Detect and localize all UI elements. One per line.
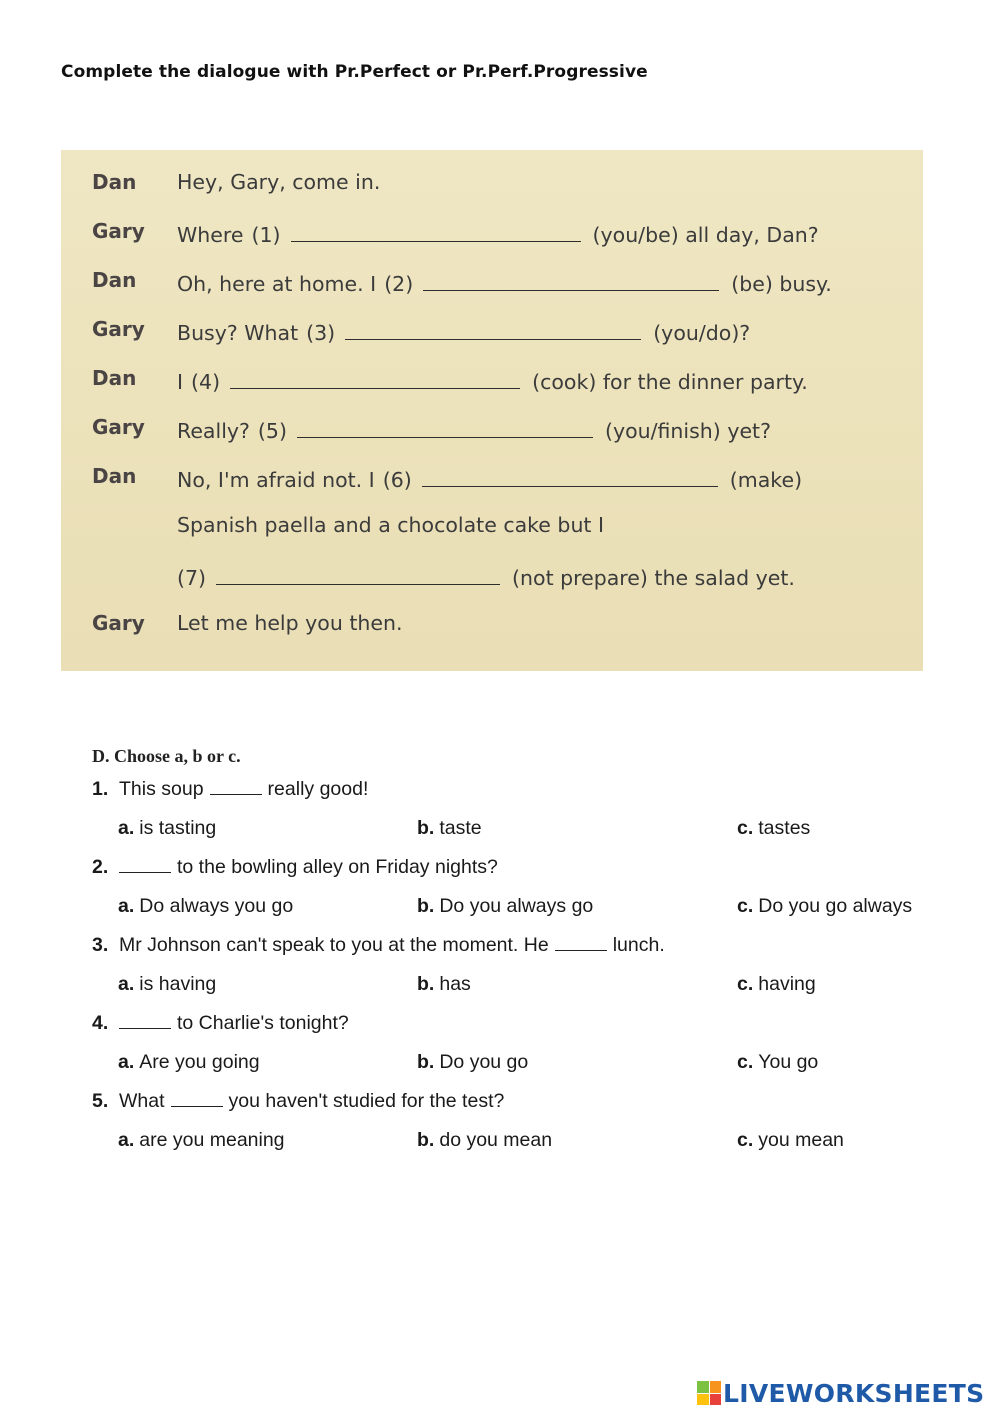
speaker-name: Gary bbox=[92, 415, 145, 439]
option-3c[interactable] bbox=[737, 973, 816, 996]
dialogue-text: I bbox=[177, 370, 184, 394]
question-blank bbox=[119, 872, 171, 873]
option-text: is tasting bbox=[139, 817, 217, 839]
gap-number: (6) bbox=[382, 468, 412, 492]
question-text: This soup bbox=[119, 778, 204, 800]
option-letter: b. bbox=[417, 817, 435, 839]
question-number: 4. bbox=[92, 1012, 109, 1034]
option-letter: a. bbox=[118, 973, 135, 995]
speaker-name: Dan bbox=[92, 464, 137, 488]
option-3a[interactable] bbox=[118, 973, 216, 996]
option-letter: c. bbox=[737, 895, 754, 917]
option-letter: a. bbox=[118, 817, 135, 839]
dialogue-text: Really? bbox=[177, 419, 250, 443]
option-text: You go bbox=[758, 1051, 819, 1073]
dialogue-text: Where bbox=[177, 223, 244, 247]
verb-hint: (make) bbox=[729, 468, 803, 492]
answer-gap-7[interactable] bbox=[216, 562, 500, 585]
option-letter: c. bbox=[737, 817, 754, 839]
worksheet-heading: Complete the dialogue with Pr.Perfect or Pr.Perf.Progressive bbox=[61, 62, 648, 82]
verb-hint: (not prepare) the salad yet. bbox=[512, 566, 795, 590]
option-text: Do you always go bbox=[439, 895, 594, 917]
gap-number: (5) bbox=[257, 419, 287, 443]
speaker-name: Gary bbox=[92, 611, 145, 635]
question-blank bbox=[119, 1028, 171, 1029]
option-text: having bbox=[758, 973, 816, 995]
question-1 bbox=[92, 778, 368, 801]
option-5a[interactable] bbox=[118, 1129, 285, 1152]
option-letter: a. bbox=[118, 895, 135, 917]
dialogue-text: Oh, here at home. I bbox=[177, 272, 377, 296]
option-letter: b. bbox=[417, 1051, 435, 1073]
option-text: is having bbox=[139, 973, 217, 995]
answer-gap-6[interactable] bbox=[422, 464, 718, 487]
option-letter: b. bbox=[417, 895, 435, 917]
verb-hint: (cook) for the dinner party. bbox=[532, 370, 808, 394]
liveworksheets-icon bbox=[697, 1381, 721, 1405]
option-1c[interactable] bbox=[737, 817, 810, 840]
verb-hint: (you/do)? bbox=[653, 321, 751, 345]
option-5c[interactable] bbox=[737, 1129, 844, 1152]
answer-gap-2[interactable] bbox=[423, 268, 719, 291]
option-text: taste bbox=[439, 817, 482, 839]
answer-gap-4[interactable] bbox=[230, 366, 520, 389]
question-2 bbox=[92, 856, 498, 879]
section-d-title: D. Choose a, b or c. bbox=[92, 746, 241, 766]
verb-hint: (you/finish) yet? bbox=[604, 419, 771, 443]
option-text: Do you go always bbox=[758, 895, 913, 917]
dialogue-text: No, I'm afraid not. I bbox=[177, 468, 375, 492]
option-4b[interactable] bbox=[417, 1051, 528, 1074]
option-3b[interactable] bbox=[417, 973, 471, 996]
question-number: 3. bbox=[92, 934, 109, 956]
question-blank bbox=[555, 950, 607, 951]
option-letter: b. bbox=[417, 973, 435, 995]
question-text: to the bowling alley on Friday nights? bbox=[177, 856, 498, 878]
logo-text: LIVEWORKSHEETS bbox=[723, 1378, 985, 1408]
speaker-name: Dan bbox=[92, 268, 137, 292]
option-4a[interactable] bbox=[118, 1051, 260, 1074]
liveworksheets-logo bbox=[697, 1378, 984, 1408]
question-text: really good! bbox=[267, 778, 369, 800]
option-text: Do you go bbox=[439, 1051, 529, 1073]
option-2c[interactable] bbox=[737, 895, 912, 918]
option-letter: a. bbox=[118, 1051, 135, 1073]
gap-number: (4) bbox=[191, 370, 221, 394]
option-letter: b. bbox=[417, 1129, 435, 1151]
question-text: you haven't studied for the test? bbox=[228, 1090, 505, 1112]
question-text: to Charlie's tonight? bbox=[177, 1012, 349, 1034]
option-letter: a. bbox=[118, 1129, 135, 1151]
dialogue-text: Spanish paella and a chocolate cake but I bbox=[177, 513, 605, 537]
gap-number: (7) bbox=[177, 566, 207, 590]
question-blank bbox=[171, 1106, 223, 1107]
question-number: 1. bbox=[92, 778, 109, 800]
dialogue-text: Hey, Gary, come in. bbox=[177, 170, 381, 194]
option-text: you mean bbox=[758, 1129, 844, 1151]
option-letter: c. bbox=[737, 973, 754, 995]
question-text: Mr Johnson can't speak to you at the moment. He bbox=[119, 934, 549, 956]
question-5 bbox=[92, 1090, 504, 1113]
speaker-name: Dan bbox=[92, 366, 137, 390]
question-blank bbox=[210, 794, 262, 795]
dialogue-text: Let me help you then. bbox=[177, 611, 403, 635]
option-5b[interactable] bbox=[417, 1129, 552, 1152]
question-number: 5. bbox=[92, 1090, 109, 1112]
question-3 bbox=[92, 934, 665, 957]
option-4c[interactable] bbox=[737, 1051, 818, 1074]
speaker-name: Dan bbox=[92, 170, 137, 194]
verb-hint: (be) busy. bbox=[731, 272, 832, 296]
option-letter: c. bbox=[737, 1051, 754, 1073]
answer-gap-1[interactable] bbox=[291, 219, 581, 242]
question-number: 2. bbox=[92, 856, 109, 878]
option-2a[interactable] bbox=[118, 895, 293, 918]
option-letter: c. bbox=[737, 1129, 754, 1151]
question-text: What bbox=[119, 1090, 165, 1112]
option-1b[interactable] bbox=[417, 817, 482, 840]
verb-hint: (you/be) all day, Dan? bbox=[592, 223, 819, 247]
speaker-name: Gary bbox=[92, 219, 145, 243]
gap-number: (2) bbox=[384, 272, 414, 296]
gap-number: (3) bbox=[306, 321, 336, 345]
dialogue-panel bbox=[61, 150, 923, 671]
question-4 bbox=[92, 1012, 349, 1035]
dialogue-text: Busy? What bbox=[177, 321, 299, 345]
option-text: are you meaning bbox=[139, 1129, 285, 1151]
option-text: tastes bbox=[758, 817, 811, 839]
answer-gap-5[interactable] bbox=[297, 415, 593, 438]
answer-gap-3[interactable] bbox=[345, 317, 641, 340]
option-text: Do always you go bbox=[139, 895, 294, 917]
option-2b[interactable] bbox=[417, 895, 593, 918]
option-text: do you mean bbox=[439, 1129, 553, 1151]
option-text: Are you going bbox=[139, 1051, 260, 1073]
speaker-name: Gary bbox=[92, 317, 145, 341]
gap-number: (1) bbox=[251, 223, 281, 247]
option-1a[interactable] bbox=[118, 817, 216, 840]
option-text: has bbox=[439, 973, 471, 995]
question-text: lunch. bbox=[612, 934, 665, 956]
